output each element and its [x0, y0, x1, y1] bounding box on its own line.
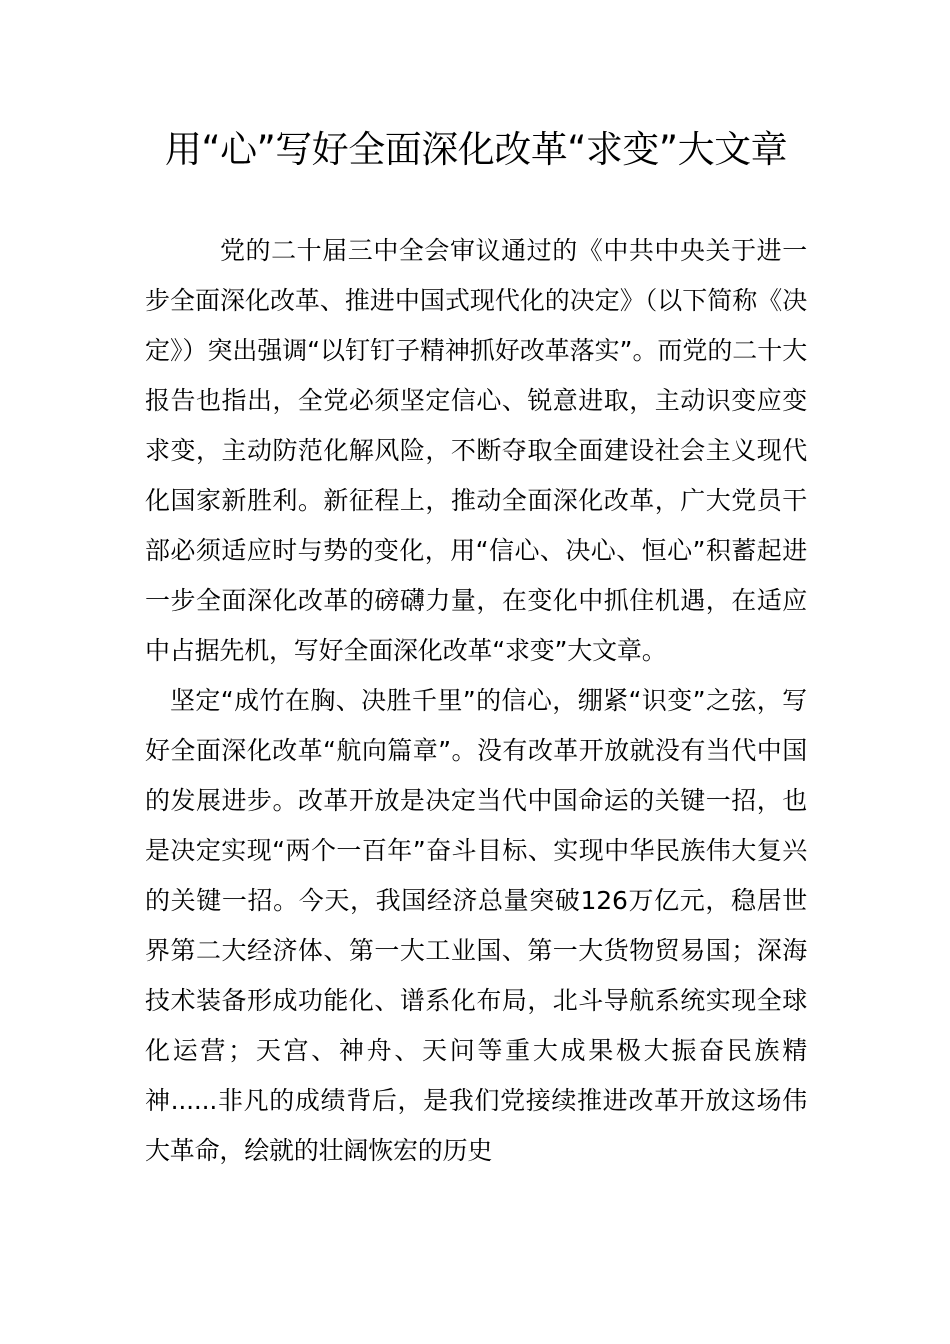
paragraph-confidence: 坚定“成竹在胸、决胜千里”的信心，绷紧“识变”之弦，写好全面深化改革“航向篇章”。没有改革开放就没有当代中国的发展进步。改革开放是决定当代中国命运的关键一招，也是决定实现“两个一百年”奋斗目标、实现中华民族伟大复兴的关键一招。今天，我国经济总量突破126万亿元，稳居世界第二大经济体、第一大工业国、第一大货物贸易国；深海技术装备形成功能化、谱系化布局，北斗导航系统实现全球化运营；天宫、神舟、天问等重大成果极大振奋民族精神......非凡的成绩背后，是我们党接续推进改革开放这场伟大革命，绘就的壮阔恢宏的历史 [145, 686, 807, 1165]
document-title: 用“心”写好全面深化改革“求变”大文章 [164, 128, 788, 171]
paragraph-intro: 党的二十届三中全会审议通过的《中共中央关于进一步全面深化改革、推进中国式现代化的决定》（以下简称《决定》）突出强调“以钉钉子精神抓好改革落实”。而党的二十大报告也指出，全党必须坚定信心、锐意进取，主动识变应变求变，主动防范化解风险，不断夺取全面建设社会主义现代化国家新胜利。新征程上，推动全面深化改革，广大党员干部必须适应时与势的变化，用“信心、决心、恒心”积蓄起进一步全面深化改革的磅礴力量，在变化中抓住机遇，在适应中占据先机，写好全面深化改革“求变”大文章。 [145, 236, 807, 665]
document-body [145, 226, 807, 1176]
